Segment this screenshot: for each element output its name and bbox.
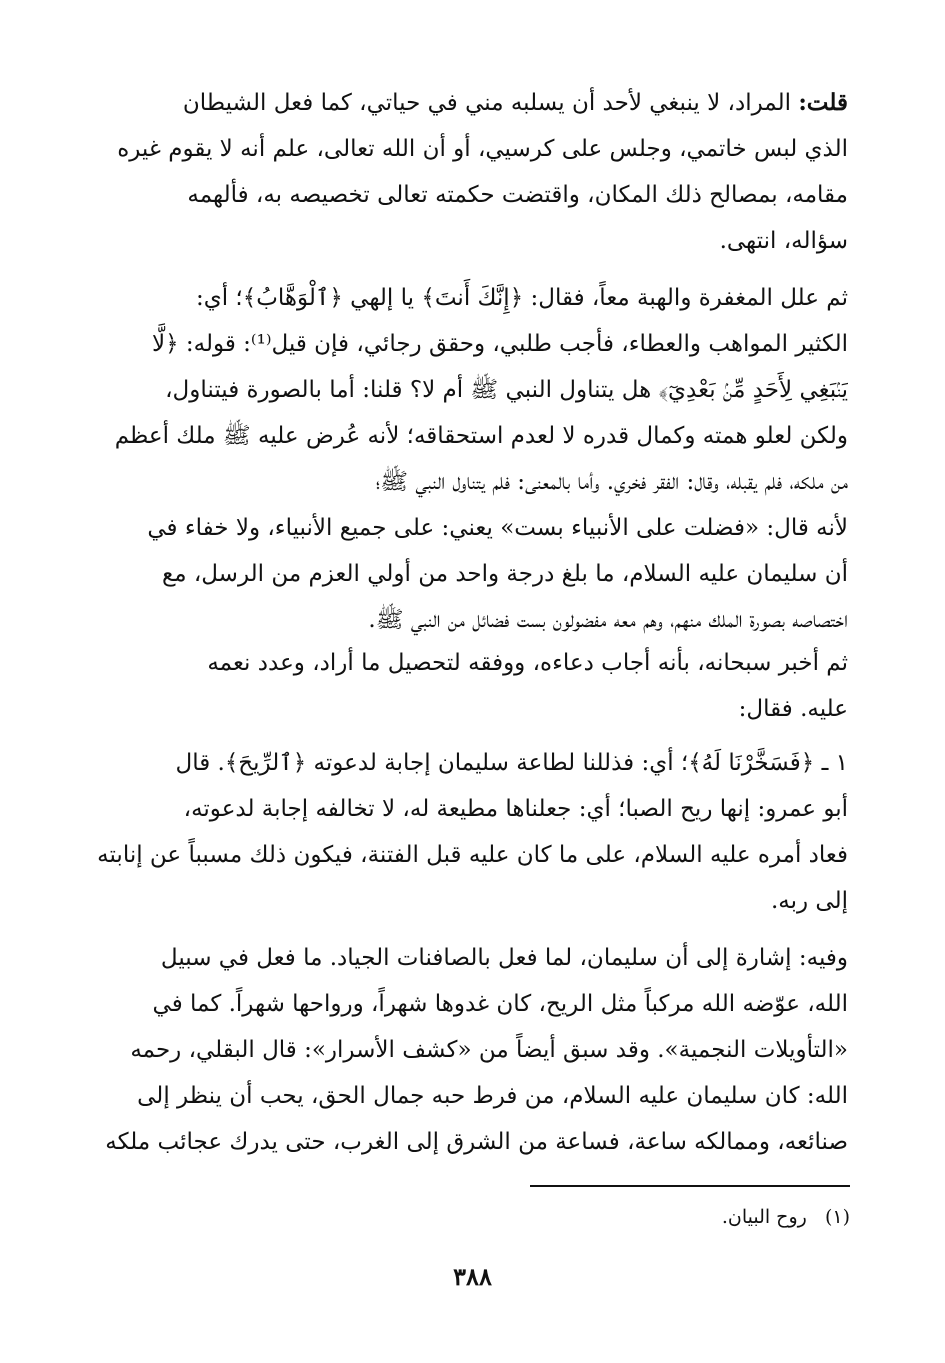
paragraph-line: وفيه: إشارة إلى أن سليمان، لما فعل بالصافنات الجياد. ما فعل في سبيل [160,945,848,971]
paragraph-line: لأنه قال: «فضلت على الأنبياء بست» يعني: على جميع الأنبياء، ولا خفاء في [147,515,848,541]
footnote-marker: (١) [824,1206,850,1228]
paragraph-line: ثم علل المغفرة والهبة معاً، فقال: ﴿إِنَّكَ أَنتَ﴾ يا إلهي ﴿ٱلْوَهَّابُ﴾؛ أي: [195,285,848,311]
paragraph-lead: قلت: [798,89,848,116]
paragraph-line: ولكن لعلو همته وكمال قدره لا لعدم استحقاقه؛ لأنه عُرض عليه ﷺ ملك أعظم [114,423,848,449]
paragraph-line: اختصاصه بصورة الملك منهم، وهم معه مفضولون بست فضائل من النبي ﷺ. [368,607,848,633]
footnote-text: روح البيان. [721,1206,807,1228]
paragraph-line: إلى ربه. [770,888,848,914]
paragraph-line: فعاد أمره عليه السلام، على ما كان عليه قبل الفتنة، فيكون ذلك مسبباً عن إنابته [97,842,848,868]
paragraph-line: أبو عمرو: إنها ريح الصبا؛ أي: جعلناها مطيعة له، لا تخالفه إجابة لدعوته، [183,796,848,822]
paragraph-line: «التأويلات النجمية». وقد سبق أيضاً من «كشف الأسرار»: قال البقلي، رحمه [130,1037,848,1063]
footnote-divider [530,1185,850,1187]
paragraph-line: الذي لبس خاتمي، وجلس على كرسيي، أو أن الله تعالى، علم أنه لا يقوم غيره [117,136,848,162]
paragraph-line: ثم أخبر سبحانه، بأنه أجاب دعاءه، ووفقه لتحصيل ما أراد، وعدد نعمه [207,650,848,676]
paragraph-line: يَنۢبَغِي لِأَحَدٍ مِّنۢ بَعْدِيٓ﴾ هل يتناول النبي ﷺ أم لا؟ قلنا: أما بالصورة فيتناول، [165,377,848,403]
paragraph-line: عليه. فقال: [738,696,848,722]
paragraph-2 [78,275,848,643]
paragraph-line: من ملكه، فلم يقبله، وقال: الفقر فخري. وأما بالمعنى: فلم يتناول النبي ﷺ؛ [375,469,848,495]
paragraph-line: مقامه، بمصالح ذلك المكان، واقتضت حكمته تعالى تخصيصه به، فألهمه [187,182,848,208]
paragraph-line: الكثير المواهب والعطاء، فأجب طلبي، وحقق رجائي، فإن قيل⁽¹⁾: قوله: ﴿لَّا [152,331,848,357]
paragraph-line: الله، عوّضه الله مركباً مثل الريح، كان غدوها شهراً، ورواحها شهراً. كما في [152,991,848,1017]
paragraph-4 [78,740,848,924]
paragraph-line: سؤاله، انتهى. [719,228,848,254]
paragraph-line-text: المراد، لا ينبغي لأحد أن يسلبه مني في حياتي، كما فعل الشيطان [182,90,791,116]
page-number: ٣٨٨ [453,1262,492,1291]
paragraph-line: صنائعه، وممالكه ساعة، فساعة من الشرق إلى الغرب، حتى يدرك عجائب ملكه [105,1129,848,1155]
paragraph-line: أن سليمان عليه السلام، ما بلغ درجة واحد من أولي العزم من الرسل، مع [161,561,848,587]
paragraph-line: ١ ـ ﴿فَسَخَّرْنَا لَهُ﴾؛ أي: فذللنا لطاعة سليمان إجابة لدعوته ﴿ٱلرِّيحَ﴾. قال [175,750,848,776]
footnote [500,1202,850,1232]
paragraph-line: الله: كان سليمان عليه السلام، من فرط حبه جمال الحق، يحب أن ينظر إلى [137,1083,848,1109]
paragraph-line [78,80,848,126]
paragraph-5 [78,935,848,1165]
paragraph-3 [78,640,848,732]
paragraph-1 [78,80,848,264]
